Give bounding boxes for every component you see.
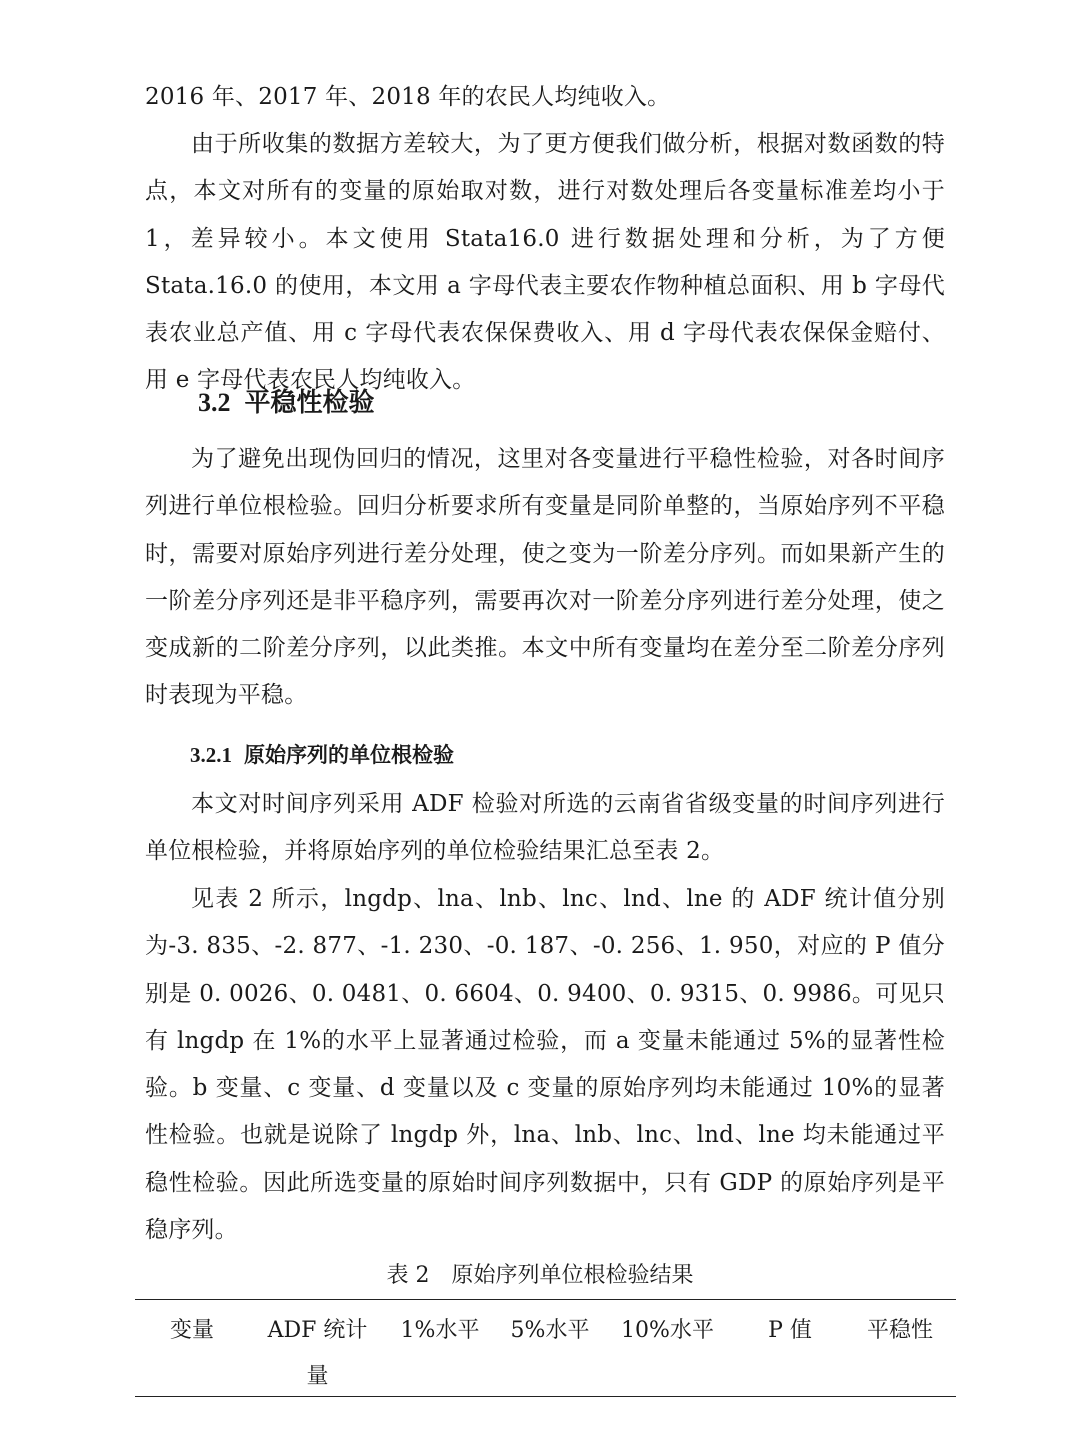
- header-level-5pct: 5%水平: [510, 1318, 590, 1343]
- header-variable: 变量: [169, 1318, 214, 1343]
- paragraph-income-years: 2016 年、2017 年、2018 年的农民人均纯收入。: [145, 84, 671, 110]
- header-p-value: P 值: [768, 1318, 812, 1343]
- paragraph-log-transform: 由于所收集的数据方差较大，为了更方便我们做分析，根据对数函数的特点，本文对所有的变量的原始取对数，进行对数处理后各变量标准差均小于 1，差异较小。本文使用 Stata16.0 进行数据处理和分析，为了方便 Stata.16.0 的使用，本文用 a 字母代表主要农作物种植总面积、用 b 字母代表农业总产值、用 c 字母代表农保保费收入、用 d 字母代表农保保金赔付、用 e 字母代表农民人均纯收入。: [145, 131, 945, 394]
- paragraph-adf-method: 本文对时间序列采用 ADF 检验对所选的云南省省级变量的时间序列进行单位根检验，并将原始序列的单位检验结果汇总至表 2。: [145, 791, 945, 865]
- header-adf-line2: 量: [306, 1364, 329, 1389]
- section-number: 3.2: [198, 388, 231, 417]
- header-adf-line1: ADF 统计: [267, 1318, 368, 1343]
- paragraph-adf-results: 见表 2 所示，lngdp、lna、lnb、lnc、lnd、lne 的 ADF 统计值分别为-3. 835、-2. 877、-1. 230、-0. 187、-0. 256、1. 950，对应的 P 值分别是 0. 0026、0. 0481、0. 6604、0. 9400、0. 9315、0. 9986。可见只有 lngdp 在 1%的水平上显著通过检验，而 a 变量未能通过 5%的显著性检验。b 变量、c 变量、d 变量以及 c 变量的原始序列均未能通过 10%的显著性检验。也就是说除了 lngdp 外，lna、lnb、lnc、lnd、lne 均未能通过平稳性检验。因此所选变量的原始时间序列数据中，只有 GDP 的原始序列是平稳序列。: [145, 886, 945, 1244]
- header-adf-statistic: [260, 1308, 375, 1400]
- section-title: 平稳性检验: [244, 388, 375, 418]
- table-caption: 表 2 原始序列单位根检验结果: [386, 1263, 694, 1288]
- section-heading: [198, 383, 375, 423]
- header-stationarity: 平稳性: [866, 1318, 933, 1343]
- subsection-heading: [190, 738, 454, 772]
- header-level-1pct: 1%水平: [400, 1318, 480, 1343]
- paragraph-stationarity-intro: 为了避免出现伪回归的情况，这里对各变量进行平稳性检验，对各时间序列进行单位根检验。回归分析要求所有变量是同阶单整的，当原始序列不平稳时，需要对原始序列进行差分处理，使之变为一阶差分序列。而如果新产生的一阶差分序列还是非平稳序列，需要再次对一阶差分序列进行差分处理，使之变成新的二阶差分序列，以此类推。本文中所有变量均在差分至二阶差分序列时表现为平稳。: [145, 446, 945, 709]
- subsection-title: 原始序列的单位根检验: [244, 743, 454, 767]
- subsection-number: 3.2.1: [190, 743, 232, 767]
- header-level-10pct: 10%水平: [621, 1318, 714, 1343]
- results-table: [135, 1299, 956, 1397]
